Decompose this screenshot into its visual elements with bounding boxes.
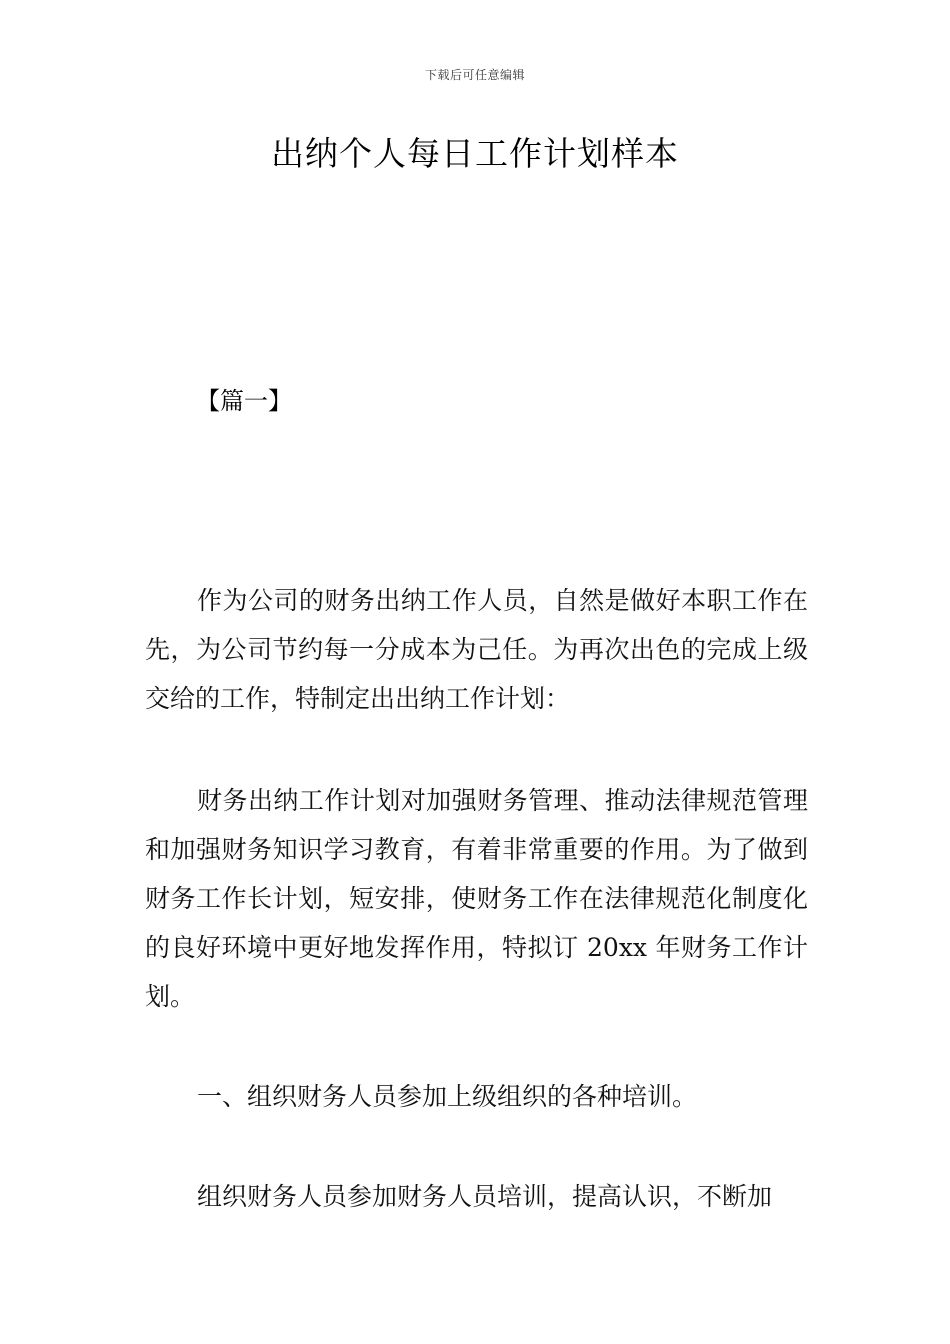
- header-note: 下载后可任意编辑: [424, 68, 525, 82]
- paragraph-item-one-body: 组织财务人员参加财务人员培训，提高认识，不断加: [197, 1182, 773, 1211]
- paragraph-plan-purpose: 财务出纳工作计划对加强财务管理、推动法律规范管理和加强财务知识学习教育，有着非常重要的作用。为了做到财务工作长计划，短安排，使财务工作在法律规范化制度化的良好环境中更好地发挥作用，特拟订 20xx 年财务工作计划。: [145, 786, 808, 1011]
- section-marker: 【篇一】: [196, 387, 292, 415]
- document-title: 出纳个人每日工作计划样本: [271, 134, 679, 173]
- paragraph-intro: 作为公司的财务出纳工作人员，自然是做好本职工作在先，为公司节约每一分成本为己任。为再次出色的完成上级交给的工作，特制定出出纳工作计划：: [145, 586, 808, 713]
- paragraph-item-one-heading: 一、组织财务人员参加上级组织的各种培训。: [197, 1082, 698, 1111]
